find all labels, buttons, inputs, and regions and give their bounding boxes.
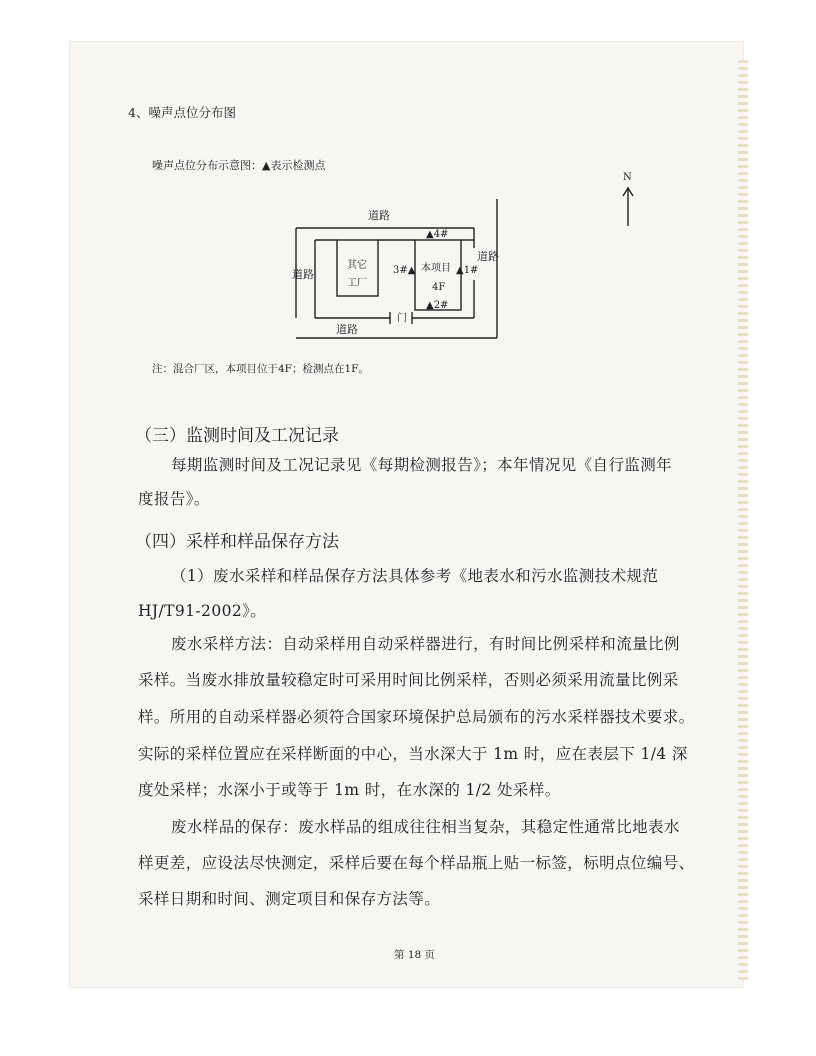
para3-line2: 样更差，应设法尽快测定，采样后要在每个样品瓶上贴一标签，标明点位编号、 bbox=[138, 854, 695, 872]
para3-line1: 废水样品的保存：废水样品的组成往往相当复杂，其稳定性通常比地表水 bbox=[171, 818, 680, 836]
para3-line3: 采样日期和时间、测定项目和保存方法等。 bbox=[138, 890, 441, 908]
road-bottom-label: 道路 bbox=[336, 323, 358, 336]
section-3-title: （三）监测时间及工况记录 bbox=[135, 426, 339, 446]
other-factory-label-2: 工厂 bbox=[347, 278, 367, 289]
point-3-marker: 3#▲ bbox=[393, 265, 416, 276]
para2-line3: 样。所用的自动采样器必须符合国家环境保护总局颁布的污水采样器技术要求。 bbox=[138, 708, 695, 726]
paper-edge bbox=[738, 60, 748, 980]
section-3-para-line2: 度报告》。 bbox=[138, 490, 210, 508]
road-left-label: 道路 bbox=[292, 268, 314, 281]
noise-point-diagram bbox=[280, 165, 650, 360]
heading-noise-map: 4、噪声点位分布图 bbox=[128, 105, 236, 120]
section-4-title: （四）采样和样品保存方法 bbox=[135, 532, 339, 552]
para2-line5: 度处采样；水深小于或等于 1m 时，在水深的 1/2 处采样。 bbox=[138, 781, 561, 799]
project-building-label: 本项目 bbox=[421, 263, 451, 274]
point-2-marker: ▲2# bbox=[426, 300, 449, 311]
point-4-marker: ▲4# bbox=[426, 229, 449, 240]
project-floor-label: 4F bbox=[432, 282, 446, 293]
section-3-para-line1: 每期监测时间及工况记录见《每期检测报告》；本年情况见《自行监测年 bbox=[171, 456, 673, 474]
point-1-marker: ▲1# bbox=[456, 265, 479, 276]
para2-line1: 废水采样方法：自动采样用自动采样器进行，有时间比例采样和流量比例 bbox=[171, 635, 680, 653]
other-factory-label: 其它 bbox=[347, 260, 367, 271]
para1-line1: （1）废水采样和样品保存方法具体参考《地表水和污水监测技术规范 bbox=[171, 567, 659, 585]
page-number: 第 18 页 bbox=[394, 949, 436, 961]
gate-label: 门 bbox=[397, 313, 407, 324]
diagram-note: 注：混合厂区，本项目位于4F；检测点在1F。 bbox=[152, 363, 369, 375]
para2-line4: 实际的采样位置应在采样断面的中心，当水深大于 1m 时，应在表层下 1/4 深 bbox=[138, 745, 688, 763]
diagram-caption: 噪声点位分布示意图：▲表示检测点 bbox=[152, 159, 326, 172]
road-right-label: 道路 bbox=[477, 250, 499, 263]
road-top-label: 道路 bbox=[368, 209, 390, 222]
north-label: N bbox=[623, 172, 632, 183]
para2-line2: 采样。当废水排放量较稳定时可采用时间比例采样，否则必须采用流量比例采 bbox=[138, 671, 679, 689]
para1-line2: HJ/T91-2002》。 bbox=[138, 602, 267, 620]
